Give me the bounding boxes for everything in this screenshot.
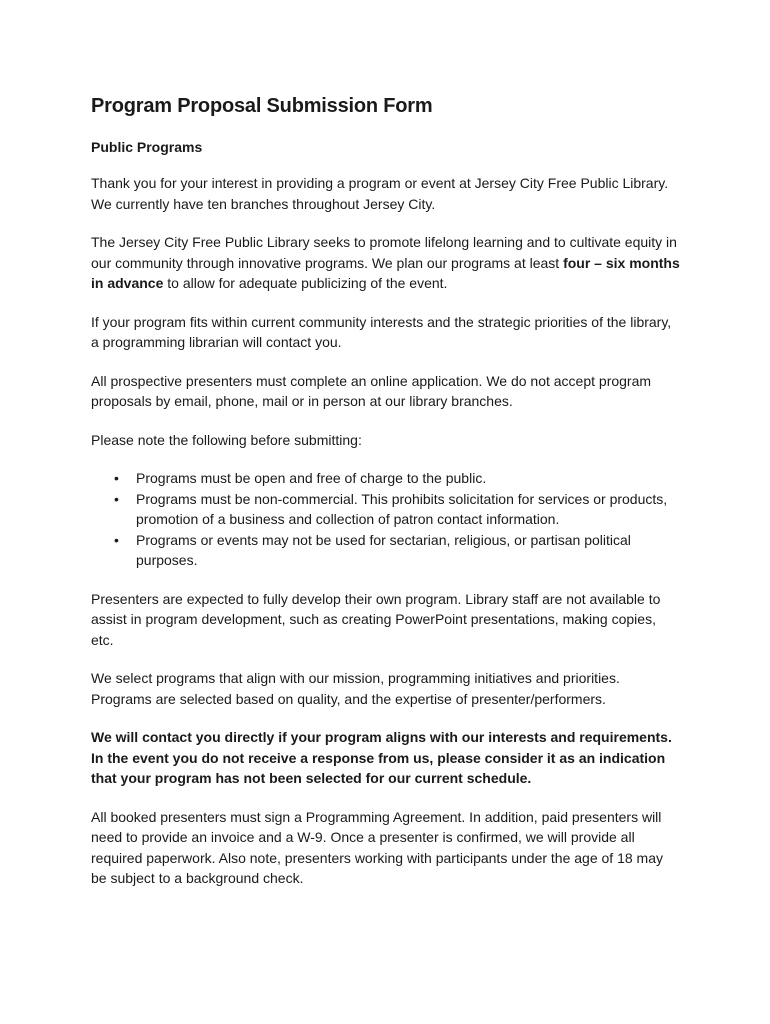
bullet-icon: • xyxy=(114,531,119,548)
bullet-icon: • xyxy=(114,490,119,507)
note-intro-paragraph: Please note the following before submitting: xyxy=(91,431,362,448)
page-title: Program Proposal Submission Form xyxy=(91,95,433,117)
list-item xyxy=(114,489,680,530)
mission-text-before: The Jersey City Free Public Library seeks to promote lifelong learning and to cultivate equity in our community through innovative programs. We plan our programs at least xyxy=(91,234,677,271)
mission-paragraph xyxy=(91,232,680,294)
requirements-list xyxy=(91,468,680,571)
agreement-paragraph: All booked presenters must sign a Programming Agreement. In addition, paid presenters will need to provide an invoice and a W-9. Once a presenter is confirmed, we will provide all required paperwork. Also note, presenters working with participants under the age of 18 may be subject to a background check. xyxy=(91,808,663,886)
list-item-text: Programs must be non-commercial. This prohibits solicitation for services or products, promotion of a business and collection of patron contact information. xyxy=(136,490,668,527)
mission-text-after: to allow for adequate publicizing of the event. xyxy=(163,275,448,291)
list-item-text: Programs must be open and free of charge to the public. xyxy=(136,470,487,486)
presenter-expectations-paragraph: Presenters are expected to fully develop their own program. Library staff are not available to assist in program development, such as creating PowerPoint presentations, making copies, etc. xyxy=(91,590,661,648)
contact-paragraph: If your program fits within current community interests and the strategic priorities of the library, a programming librarian will contact you. xyxy=(91,313,672,350)
list-item-text: Programs or events may not be used for sectarian, religious, or partisan political purposes. xyxy=(136,531,631,568)
response-notice-paragraph: We will contact you directly if your program aligns with our interests and requirements. In the event you do not receive a response from us, please consider it as an indication that your program has not been selected for our current schedule. xyxy=(91,729,672,786)
advance-notice-emphasis: four – six months in advance xyxy=(91,254,680,291)
selection-criteria-paragraph: We select programs that align with our mission, programming initiatives and priorities. Programs are selected based on quality, and the expertise of presenter/performers. xyxy=(91,670,620,707)
list-item xyxy=(114,468,680,489)
bullet-icon: • xyxy=(114,470,119,486)
intro-paragraph: Thank you for your interest in providing a program or event at Jersey City Free Public Library. We currently have ten branches throughout Jersey City. xyxy=(91,175,669,212)
application-paragraph: All prospective presenters must complete an online application. We do not accept program proposals by email, phone, mail or in person at our library branches. xyxy=(91,372,652,409)
list-item xyxy=(114,530,680,571)
section-heading: Public Programs xyxy=(91,139,203,155)
